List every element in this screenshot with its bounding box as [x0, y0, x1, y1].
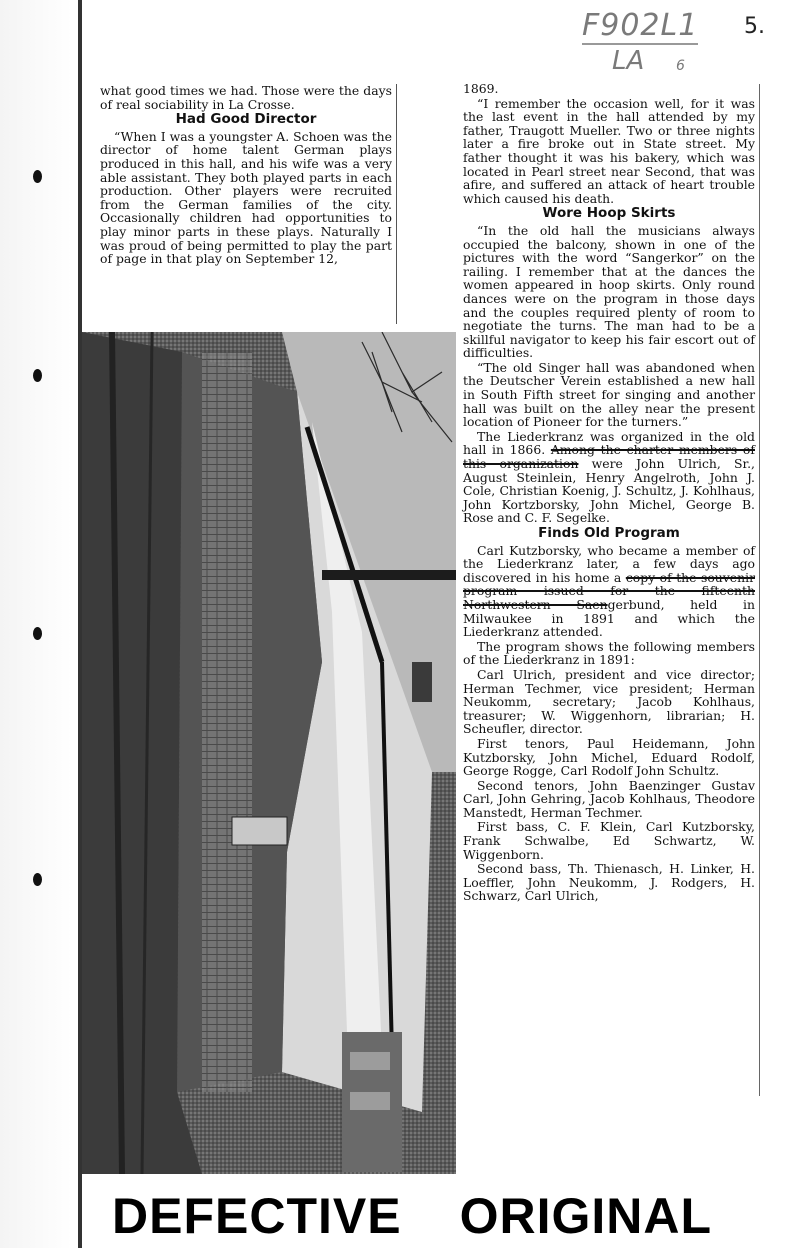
hall-photograph	[82, 332, 456, 1174]
hall-photo-illustration	[82, 332, 456, 1174]
section-heading: Finds Old Program	[538, 525, 680, 541]
paragraph: what good times we had. Those were the days of real sociability in La Crosse.	[100, 83, 392, 112]
stamp-word: ORIGINAL	[459, 1188, 712, 1244]
paragraph: First bass, C. F. Klein, Carl Kutzborsky, Frank Schwalbe, Ed Schwartz, W. Wiggenborn.	[463, 819, 755, 862]
paragraph: Second tenors, John Baenzinger Gustav Carl, John Gehring, Jacob Kohlhaus, Theodore Manstedt, Herman Techmer.	[463, 777, 755, 820]
stamp-word: DEFECTIVE	[112, 1188, 402, 1244]
paragraph: 1869.	[463, 81, 499, 96]
left-column	[100, 84, 392, 267]
struck-text: Among the charter members of this organization	[463, 442, 755, 472]
paragraph: “When I was a youngster A. Schoen was the director of home talent German plays produced in this hall, and his wife was a very able assistant. They both played parts in each production. Other players were recruited from the German families of the city. Occasionally children had opportunities to play minor parts in these plays. Naturally I was proud of being permitted to play the part of page in that play on September 12,	[100, 128, 392, 267]
binding-margin	[0, 0, 72, 1248]
binder-hole	[33, 369, 42, 382]
catalog-mark: F902L1	[582, 8, 699, 43]
paragraph	[463, 544, 755, 639]
sub-mark: 6	[676, 58, 685, 74]
text-run: were John Ulrich, Sr., August Steinlein, Henry Angelroth, John J. Cole, Christian Koenig, J. Schultz, J. Kohlhaus, John Kortzborsky, John Michel, George B. Rose and C. F. Segelke.	[463, 456, 755, 526]
paragraph	[463, 430, 755, 525]
paragraph: Carl Ulrich, president and vice director; Herman Techmer, vice president; Herman Neukomm, secretary; Jacob Kohlhaus, treasurer; W. Wiggenhorn, librarian; H. Scheufler, director.	[463, 666, 755, 737]
section-heading: Wore Hoop Skirts	[542, 205, 676, 222]
page-number: 5.	[744, 14, 765, 39]
column-rule	[396, 84, 397, 324]
right-column	[463, 82, 755, 904]
struck-text: copy of the souvenir program issued for the fifteenth Northwestern Saen	[463, 569, 755, 612]
paragraph: Second bass, Th. Thienasch, H. Linker, H. Loeffler, John Neukomm, J. Rodgers, H. Schwarz, Carl Ulrich,	[463, 861, 755, 904]
location-mark: LA	[612, 46, 645, 76]
binder-hole	[33, 873, 42, 886]
paragraph: The program shows the following members of the Liederkranz in 1891:	[463, 638, 755, 668]
defective-original-stamp	[112, 1188, 712, 1244]
paragraph: First tenors, Paul Heidemann, John Kutzborsky, John Michel, Eduard Rodolf, George Rogge, Carl Rodolf John Schultz.	[463, 735, 755, 779]
section-heading: Had Good Director	[175, 111, 317, 128]
column-rule	[759, 84, 760, 1096]
paragraph: “In the old hall the musicians always occupied the balcony, shown in one of the pictures with the word “Sangerkor” on the railing. I remember that at the dances the women appeared in hoop skirts. Only round dances were on the program in those days and the couples required plenty of room to negotiate the turns. The man had to be a skillful navigator to keep his fair escort out of difficulties.	[463, 222, 755, 361]
text-run: Carl Kutzborsky, who became a member of the Liederkranz later, a few days ago discovered in his home a	[463, 542, 755, 585]
paragraph: “I remember the occasion well, for it was the last event in the hall attended by my father, Traugott Mueller. Two or three nights later a fire broke out in State street. My father thought it was his bakery, which was located in Pearl street near Second, that was afire, and suffered an attack of heart trouble which caused his death.	[463, 95, 755, 206]
text-run: gerbund, held in Milwaukee in 1891 and which the Liederkranz attended.	[463, 596, 755, 640]
text-run: The Liederkranz was organized in the old hall in 1866.	[463, 428, 755, 458]
binder-hole	[33, 170, 42, 183]
paragraph: “The old Singer hall was abandoned when the Deutscher Verein established a new hall in South Fifth street for singing and another hall was built on the alley near the present location of Pioneer for the turners.”	[463, 359, 755, 430]
binder-hole	[33, 627, 42, 640]
